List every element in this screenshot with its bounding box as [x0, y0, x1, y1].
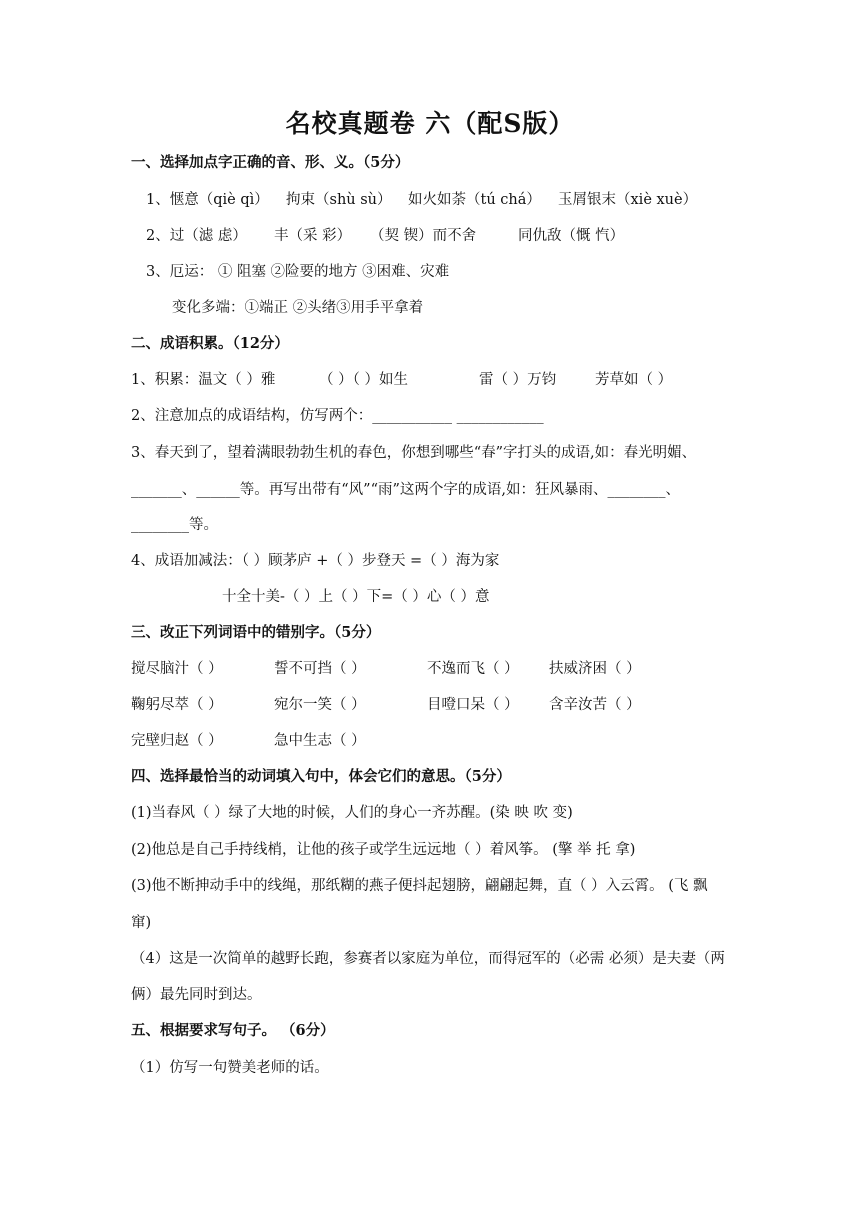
section-2-heading: 二、成语积累。（12分） [131, 335, 289, 352]
s3-item: 宛尔一笑（ ） [274, 697, 366, 713]
s2-q1-row [131, 370, 751, 390]
s2-q1-item: （ ）（ ）如生 [319, 372, 408, 388]
s2-q3-line-a: 3、春天到了，望着满眼勃勃生机的春色，你想到哪些“春”字打头的成语,如：春光明媚、 [131, 445, 697, 461]
s3-item: 目噔口呆（ ） [427, 697, 519, 713]
section-4-heading: 四、选择最恰当的动词填入句中，体会它们的意思。（5分） [131, 768, 511, 785]
s3-row-3 [131, 731, 731, 751]
s3-item: 急中生志（ ） [274, 733, 366, 749]
s4-q4-line-b: 俩）最先同时到达。 [131, 987, 262, 1003]
s2-q2: 2、注意加点的成语结构，仿写两个：___________ ____________ [131, 408, 544, 424]
s2-q1-item: 芳草如（ ） [595, 372, 673, 388]
s2-q1-item: 1、积累：温文（ ）雅 [131, 372, 276, 388]
s3-row-1 [131, 659, 731, 679]
s4-q2: (2)他总是自己手持线梢，让他的孩子或学生远远地（ ）着风筝。 (擎 举 托 拿) [131, 842, 636, 858]
s1-q1-item: 拘束（shù sù） [286, 192, 392, 208]
s3-item: 鞠躬尽萃（ ） [131, 697, 223, 713]
section-1-heading: 一、选择加点字正确的音、形、义。（5分） [131, 154, 410, 171]
s3-row-2 [131, 695, 731, 715]
section-5-heading: 五、根据要求写句子。 （6分） [131, 1022, 335, 1039]
s3-item: 不逸而飞（ ） [427, 661, 519, 677]
s2-q1-item: 雷（ ）万钧 [479, 372, 557, 388]
s1-q2-item: 丰（采 彩） [274, 228, 352, 244]
section-3-heading: 三、改正下列词语中的错别字。（5分） [131, 624, 381, 641]
s1-q2-item: （契 锲）而不舍 [370, 228, 477, 244]
s2-q4-line-a: 4、成语加减法：（ ）顾茅庐 +（ ）步登天 =（ ）海为家 [131, 553, 500, 569]
s1-q2-row [146, 226, 746, 246]
s1-q2-item: 2、过（滤 虑） [146, 228, 247, 244]
s1-q1-item: 1、惬意（qiè qì） [146, 192, 269, 208]
s3-item: 完壁归赵（ ） [131, 733, 223, 749]
s3-item: 搅尽脑汁（ ） [131, 661, 223, 677]
s3-item: 扶威济困（ ） [549, 661, 641, 677]
s1-q3-line-b: 变化多端：①端正 ②头绪③用手平拿着 [172, 300, 424, 316]
s1-q1-item: 玉屑银末（xiè xuè） [558, 192, 698, 208]
s4-q4-line-a: （4）这是一次简单的越野长跑，参赛者以家庭为单位，而得冠军的（必需 必须）是夫妻（两 [131, 951, 725, 967]
s3-item: 含辛汝苦（ ） [549, 697, 641, 713]
s4-q1: (1)当春风（ ）绿了大地的时候，人们的身心一齐苏醒。(染 映 吹 变) [131, 805, 573, 821]
s3-item: 誓不可挡（ ） [274, 661, 366, 677]
s1-q2-item: 同仇敌（慨 忾） [518, 228, 625, 244]
s1-q1-item: 如火如荼（tú chá） [408, 192, 541, 208]
s2-q4-line-b: 十全十美-（ ）上（ ）下=（ ）心（ ）意 [222, 589, 490, 605]
s2-q3-line-c: ________等。 [131, 517, 218, 533]
s4-q3-line-a: (3)他不断抻动手中的线绳，那纸糊的燕子便抖起翅膀，翩翩起舞，直（ ）入云霄。 (飞 飘 [131, 878, 708, 894]
page-title: 名校真题卷 六（配S版） [285, 109, 575, 138]
s4-q3-line-b: 窜) [131, 915, 152, 931]
s1-q3-line-a: 3、厄运： ① 阻塞 ②险要的地方 ③困难、灾难 [146, 264, 450, 280]
s5-q1: （1）仿写一句赞美老师的话。 [131, 1060, 329, 1076]
s1-q1-row [146, 190, 746, 210]
s2-q3-line-b: _______、______等。再写出带有“风”“雨”这两个字的成语,如：狂风暴雨、________、 [131, 482, 681, 498]
